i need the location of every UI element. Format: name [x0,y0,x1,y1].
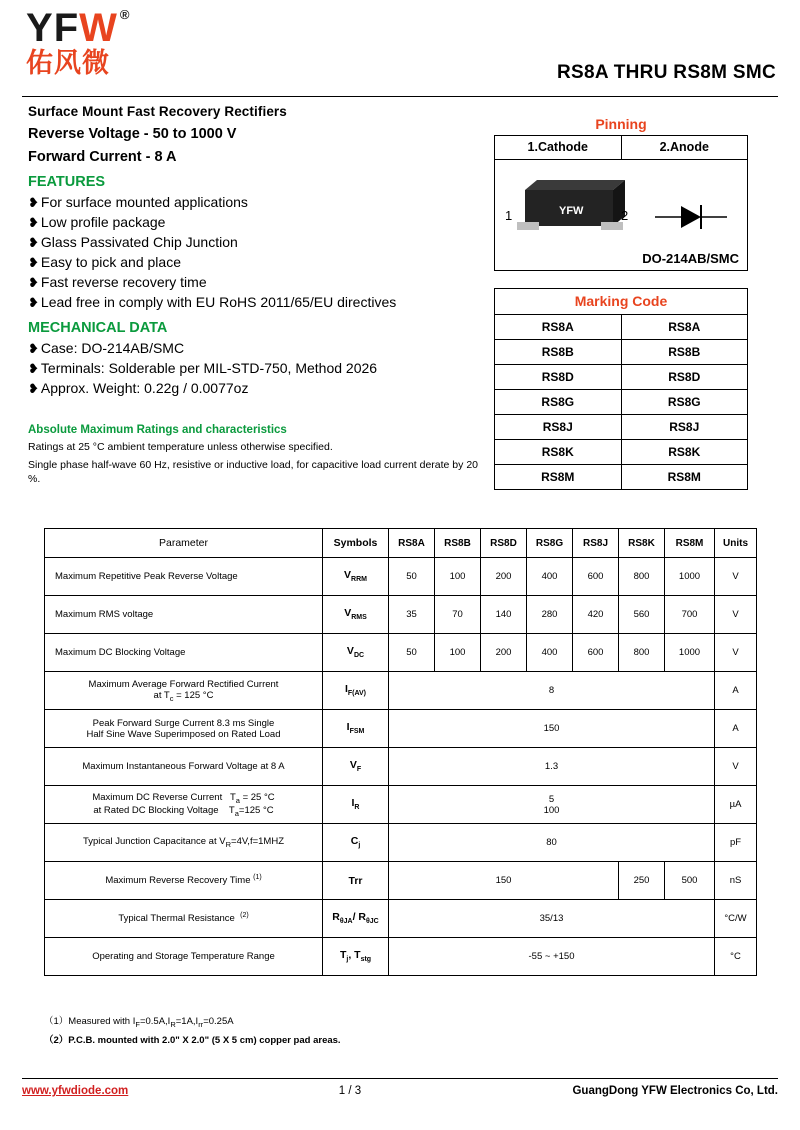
column-header-rs8d: RS8D [481,529,527,558]
marking-part: RS8G [495,390,622,414]
footnotes [44,1014,341,1049]
marking-code: RS8A [668,320,701,334]
symbol-if-av: $I_{F(AV)}$ [323,672,389,710]
param-thermal-resistance: Typical Thermal Resistance $^{(2)}$ [45,900,323,938]
param-ir: Maximum DC Reverse Current $T_a = 25$ °C at Rated DC Blocking Voltage $T_a=125$ °C [45,786,323,824]
table-row [45,786,757,824]
list-item [28,359,478,378]
value-cell: 70 [435,596,481,634]
bullet-icon: ❥ [28,235,39,250]
param-trr: Maximum Reverse Recovery Time $^{(1)}$ [45,862,323,900]
column-header-rs8m: RS8M [665,529,715,558]
left-content-column [28,104,478,486]
bullet-icon: ❥ [28,361,39,376]
bullet-icon: ❥ [28,255,39,270]
table-row [45,938,757,976]
marking-part: RS8M [495,465,622,489]
unit-cell: V [715,596,757,634]
absolute-maximum-ratings-heading: Absolute Maximum Ratings and characteristics [28,424,287,436]
product-subtitle: Surface Mount Fast Recovery Rectifiers [28,104,287,119]
value-cell: 280 [527,596,573,634]
pin-number-2: 2 [621,208,629,223]
table-row [495,340,747,365]
param-if-av: Maximum Average Forward Rectified Current at $T_c = 125$ °C [45,672,323,710]
value-cell-merged: 1.3 [389,748,715,786]
table-row [45,748,757,786]
marking-part: RS8B [495,340,622,364]
pin-anode-label: 2.Anode [659,140,709,154]
value-cell: 140 [481,596,527,634]
value-cell-merged: 5 100 [389,786,715,824]
table-row [495,315,747,340]
column-header-symbols: Symbols [323,529,389,558]
mechanical-label: Approx. Weight: 0.22g / 0.0077oz [40,380,249,396]
feature-label: Fast reverse recovery time [40,274,207,290]
mechanical-label: Case: DO-214AB/SMC [40,340,185,356]
reverse-voltage-line: Reverse Voltage - 50 to 1000 V [28,126,237,142]
features-list [28,193,478,312]
website-link[interactable]: www.yfwdiode.com [22,1085,129,1097]
svg-text:YFW: YFW [559,205,584,217]
unit-cell: A [715,710,757,748]
value-cell: 800 [619,634,665,672]
table-row [495,465,747,489]
value-cell: 400 [527,634,573,672]
unit-cell: A [715,672,757,710]
symbol-thermal-resistance: $R_{\theta JA}/$ $R_{\theta JC}$ [323,900,389,938]
value-cell: 700 [665,596,715,634]
value-cell-merged: 150 [389,710,715,748]
logo-letter-y: Y [26,6,54,50]
value-cell: 600 [573,634,619,672]
marking-part: RS8A [495,315,622,339]
value-cell-merged: 8 [389,672,715,710]
mechanical-list [28,339,478,398]
features-heading: FEATURES [28,174,106,190]
symbol-vf: $V_F$ [323,748,389,786]
bullet-icon: ❥ [28,341,39,356]
list-item [28,379,478,398]
value-cell: 600 [573,558,619,596]
list-item [28,273,478,292]
bullet-icon: ❥ [28,195,39,210]
param-vf: Maximum Instantaneous Forward Voltage at 8 A [45,748,323,786]
logo-letter-w: W [79,6,118,50]
specifications-table [44,528,757,976]
value-cell: 50 [389,558,435,596]
list-item [28,253,478,272]
ratings-note-1: Ratings at 25 °C ambient temperature unless otherwise specified. [28,441,333,453]
param-vdc: Maximum DC Blocking Voltage [45,634,323,672]
header-divider [22,96,778,97]
registered-trademark-icon: ® [119,7,131,22]
symbol-vrms: $V_{RMS}$ [323,596,389,634]
symbol-vdc: $V_{DC}$ [323,634,389,672]
forward-current-line: Forward Current - 8 A [28,149,177,165]
package-drawing-icon [513,172,633,244]
value-cell: 200 [481,558,527,596]
symbol-cj: $C_j$ [323,824,389,862]
param-vrrm: Maximum Repetitive Peak Reverse Voltage [45,558,323,596]
column-header-rs8k: RS8K [619,529,665,558]
company-logo [26,8,130,79]
list-item [28,193,478,212]
marking-code-title: Marking Code [495,289,747,315]
column-header-parameter: Parameter [45,529,323,558]
value-cell: 200 [481,634,527,672]
param-temperature-range: Operating and Storage Temperature Range [45,938,323,976]
column-header-units: Units [715,529,757,558]
pinning-title: Pinning [595,116,647,132]
value-cell: 100 [435,558,481,596]
value-cell: 400 [527,558,573,596]
mechanical-data-heading: MECHANICAL DATA [28,320,168,336]
ratings-note-2: Single phase half-wave 60 Hz, resistive or inductive load, for capacitive load current derate by 20 %. [28,459,478,485]
marking-code: RS8K [668,445,701,459]
table-row [495,415,747,440]
page-header [0,0,800,92]
pin-number-1: 1 [505,208,513,223]
bullet-icon: ❥ [28,215,39,230]
unit-cell: pF [715,824,757,862]
table-row [45,824,757,862]
marking-code-section [494,288,748,490]
feature-label: Lead free in comply with EU RoHS 2011/65/EU directives [40,294,397,310]
table-row [45,862,757,900]
list-item [28,233,478,252]
table-row [45,900,757,938]
footer-divider [22,1078,778,1079]
table-row [495,440,747,465]
value-cell: 50 [389,634,435,672]
list-item [28,293,478,312]
marking-code: RS8J [669,420,700,434]
value-cell: 560 [619,596,665,634]
column-header-rs8j: RS8J [573,529,619,558]
list-item [28,339,478,358]
page-number: 1 / 3 [338,1085,362,1097]
unit-cell: V [715,558,757,596]
feature-label: Low profile package [40,214,166,230]
footnote-1: （1）Measured with $I_F=0.5A,I_R=1A,I_{rr}=0.25A$ [44,1016,234,1029]
column-header-rs8g: RS8G [527,529,573,558]
symbol-ir: $I_R$ [323,786,389,824]
marking-code: RS8B [668,345,701,359]
value-cell: 35 [389,596,435,634]
param-vrms: Maximum RMS voltage [45,596,323,634]
pinning-section [494,116,748,271]
value-cell-trr-1: 150 [389,862,619,900]
logo-chinese-name: 佑风微 [26,48,110,79]
unit-cell: µA [715,786,757,824]
param-cj: Typical Junction Capacitance at $V_R=4V,f=1MHZ$ [45,824,323,862]
list-item [28,213,478,232]
logo-letter-f: F [53,6,80,50]
pinning-diagram [495,160,747,270]
page-title: RS8A THRU RS8M SMC [557,62,776,83]
page-footer [22,1085,778,1097]
table-row [495,365,747,390]
unit-cell: nS [715,862,757,900]
value-cell: 1000 [665,558,715,596]
pinning-box [494,135,748,271]
feature-label: Easy to pick and place [40,254,181,270]
value-cell-trr-2: 250 [619,862,665,900]
unit-cell: V [715,748,757,786]
value-cell-trr-3: 500 [665,862,715,900]
unit-cell: °C/W [715,900,757,938]
value-cell: 100 [435,634,481,672]
marking-part: RS8D [495,365,622,389]
diode-symbol-icon [653,200,729,234]
symbol-temperature-range: $T_j$, $T_{stg}$ [323,938,389,976]
table-header-row [45,529,757,558]
marking-code: RS8D [668,370,701,384]
table-row [45,634,757,672]
value-cell-merged: 35/13 [389,900,715,938]
footnote-2: （2）P.C.B. mounted with 2.0" X 2.0" (5 X 5 cm) copper pad areas. [44,1034,341,1046]
marking-part: RS8J [495,415,622,439]
table-row [495,390,747,415]
marking-part: RS8K [495,440,622,464]
marking-code-box [494,288,748,490]
column-header-rs8b: RS8B [435,529,481,558]
value-cell: 800 [619,558,665,596]
company-name: GuangDong YFW Electronics Co, Ltd. [572,1085,778,1097]
table-row [45,710,757,748]
value-cell: 1000 [665,634,715,672]
table-row [45,558,757,596]
bullet-icon: ❥ [28,275,39,290]
value-cell: 420 [573,596,619,634]
mechanical-label: Terminals: Solderable per MIL-STD-750, Method 2026 [40,360,378,376]
marking-code: RS8M [667,470,701,484]
package-type-label: DO-214AB/SMC [642,251,739,266]
logo-wordmark [26,8,130,48]
pinning-header-row [495,136,747,160]
symbol-vrrm: $V_{RRM}$ [323,558,389,596]
bullet-icon: ❥ [28,295,39,310]
feature-label: For surface mounted applications [40,194,248,210]
bullet-icon: ❥ [28,381,39,396]
value-cell-merged: 80 [389,824,715,862]
pin-cathode-label: 1.Cathode [495,136,622,159]
param-ifsm: Peak Forward Surge Current 8.3 ms Single Half Sine Wave Superimposed on Rated Load [45,710,323,748]
symbol-ifsm: $I_{FSM}$ [323,710,389,748]
unit-cell: °C [715,938,757,976]
symbol-trr: Trr [323,862,389,900]
column-header-rs8a: RS8A [389,529,435,558]
value-cell-merged: -55 ~ +150 [389,938,715,976]
feature-label: Glass Passivated Chip Junction [40,234,238,250]
table-row [45,596,757,634]
marking-code: RS8G [667,395,701,409]
unit-cell: V [715,634,757,672]
table-row [45,672,757,710]
